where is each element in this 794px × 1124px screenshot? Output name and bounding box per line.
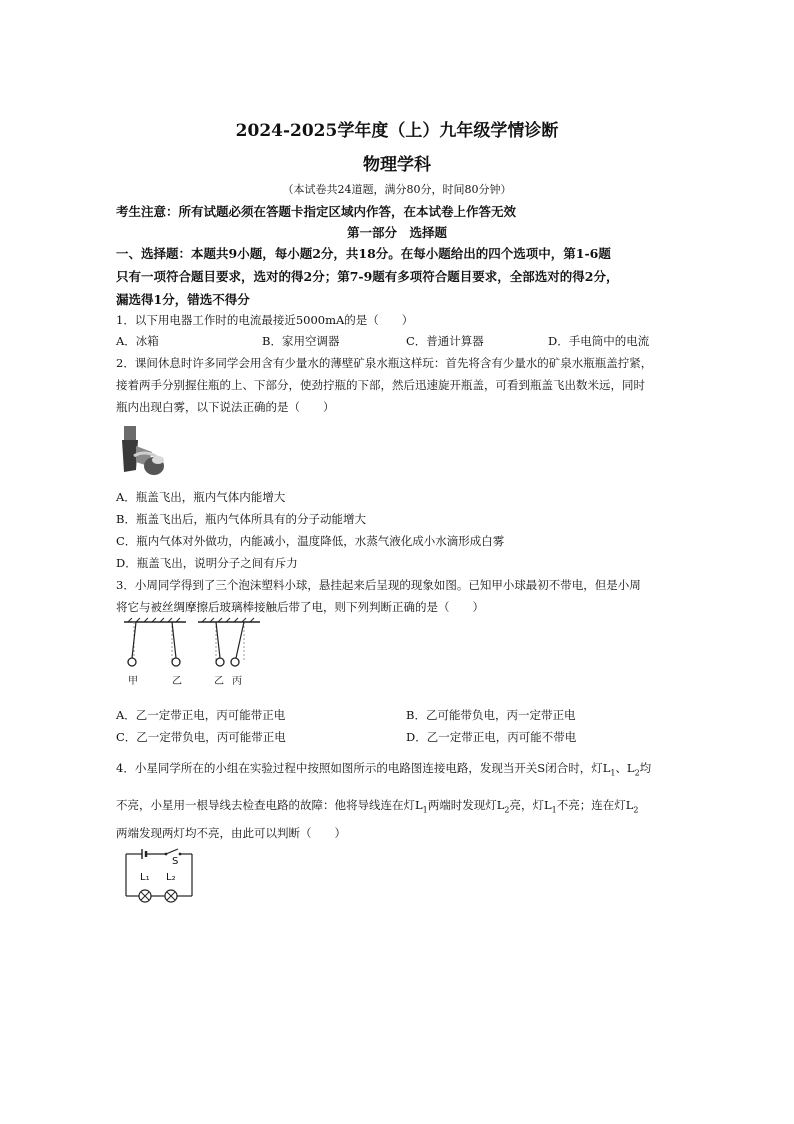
q1-option-a: A．冰箱	[116, 334, 159, 348]
q2-option-c: C．瓶内气体对外做功，内能减小，温度降低，水蒸气液化成小水滴形成白雾	[116, 534, 505, 548]
ball-label-bing: 丙	[232, 676, 242, 687]
q2-stem-line-1: 2．课间休息时许多同学会用含有少量水的薄壁矿泉水瓶这样玩：首先将含有少量水的矿泉水瓶瓶盖拧紧，	[116, 356, 653, 370]
circuit-diagram	[120, 846, 200, 906]
q2-option-b: B．瓶盖飞出后，瓶内气体所具有的分子动能增大	[116, 512, 366, 526]
q4-stem-line-3: 两端发现两灯均不亮，由此可以判断（ ）	[116, 826, 346, 840]
q2-stem-line-3: 瓶内出现白雾，以下说法正确的是（ ）	[116, 400, 335, 414]
subject-title: 物理学科	[363, 155, 431, 175]
bottle-figure	[114, 420, 170, 480]
q4-text: 两端时发现灯	[427, 798, 497, 812]
q1-option-d: D．手电筒中的电流	[548, 334, 650, 348]
q1-option-c: C．普通计算器	[406, 334, 484, 348]
q3-option-c: C．乙一定带负电，丙可能带正电	[116, 730, 286, 744]
part-title: 第一部分 选择题	[346, 225, 447, 240]
ball-label-yi-right: 乙	[214, 676, 224, 687]
instruction-line-1: 一、选择题：本题共9小题，每小题2分，共18分。在每小题给出的四个选项中，第1-6题	[116, 246, 611, 261]
ball-label-yi-left: 乙	[172, 676, 182, 687]
lamp1-label: L₁	[140, 872, 150, 883]
q3-option-a: A．乙一定带正电，丙可能带正电	[116, 708, 286, 722]
switch-label: S	[172, 856, 179, 867]
q3-stem-line-1: 3．小周同学得到了三个泡沫塑料小球，悬挂起来后呈现的现象如图。已知甲小球最初不带电，但是小周	[116, 578, 641, 592]
q3-option-b: B．乙可能带负电，丙一定带正电	[406, 708, 576, 722]
q4-stem-line-1: 4．小星同学所在的小组在实验过程中按照如图所示的电路图连接电路，发现当开关S闭合时，灯$L_1$、$L_2$均	[116, 761, 652, 778]
pendulum-figure	[120, 616, 265, 674]
instruction-line-2: 只有一项符合题目要求，选对的得2分；第7-9题有多项符合题目要求，全部选对的得2分，	[116, 269, 619, 284]
candidate-warning: 考生注意：所有试题必须在答题卡指定区域内作答，在本试卷上作答无效	[116, 204, 517, 219]
q4-text: 均	[639, 761, 652, 775]
q4-text: 不亮；连在灯	[556, 798, 626, 812]
exam-note: （本试卷共24道题，满分80分，时间80分钟）	[282, 183, 512, 196]
q3-option-d: D．乙一定带正电，丙可能不带电	[406, 730, 577, 744]
q1-stem: 1．以下用电器工作时的电流最接近5000mA的是（ ）	[116, 313, 414, 327]
q3-stem-line-2: 将它与被丝绸摩擦后玻璃棒接触后带了电，则下列判断正确的是（ ）	[116, 600, 484, 614]
q4-text: 不亮，小星用一根导线去检查电路的故障：他将导线连在灯	[116, 798, 415, 812]
lamp2-label: L₂	[166, 872, 176, 883]
exam-title: 2024-2025学年度（上）九年级学情诊断	[235, 121, 559, 141]
q2-stem-line-2: 接着两手分别握住瓶的上、下部分，使劲拧瓶的下部，然后迅速旋开瓶盖，可看到瓶盖飞出数米远，同时	[116, 378, 645, 392]
q4-text: 亮，灯	[509, 798, 544, 812]
q4-stem-line-2: 不亮，小星用一根导线去检查电路的故障：他将导线连在灯$L_1$两端时发现灯$L_2$亮，灯$L_1$不亮；连在灯$L_2$	[116, 798, 639, 815]
q1-option-b: B．家用空调器	[262, 334, 340, 348]
q2-option-a: A．瓶盖飞出，瓶内气体内能增大	[116, 490, 286, 504]
q2-option-d: D．瓶盖飞出，说明分子之间有斥力	[116, 556, 298, 570]
instruction-line-3: 漏选得1分，错选不得分	[116, 292, 250, 307]
q4-text: 4．小星同学所在的小组在实验过程中按照如图所示的电路图连接电路，发现当开关S闭合时，灯	[116, 761, 603, 775]
ball-label-jia: 甲	[128, 676, 138, 687]
